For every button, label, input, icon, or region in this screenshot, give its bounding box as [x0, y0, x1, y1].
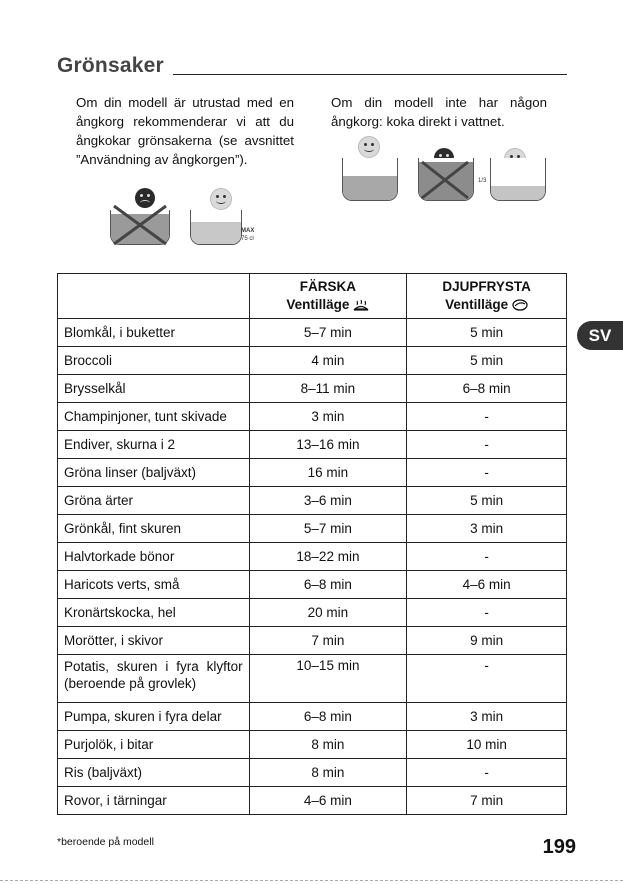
vegetable-name: Potatis, skuren i fyra klyftor (beroende på grovlek)	[58, 655, 250, 703]
water-cooking-illustration	[338, 134, 548, 204]
fresh-time: 3 min	[249, 403, 407, 431]
frozen-time: 3 min	[407, 515, 567, 543]
fresh-header-subtitle: Ventilläge	[286, 297, 350, 312]
fraction-label: 1/3	[478, 178, 487, 184]
frozen-time: 4–6 min	[407, 571, 567, 599]
frozen-header-title: DJUPFRYSTA	[442, 279, 531, 294]
vegetable-name: Halvtorkade bönor	[58, 543, 250, 571]
language-tab: SV	[577, 321, 623, 350]
frozen-time: 7 min	[407, 787, 567, 815]
frozen-time: 5 min	[407, 319, 567, 347]
fresh-time: 13–16 min	[249, 431, 407, 459]
fresh-time: 16 min	[249, 459, 407, 487]
vegetable-name: Pumpa, skuren i fyra delar	[58, 703, 250, 731]
vegetable-name: Ris (baljväxt)	[58, 759, 250, 787]
fresh-time: 18–22 min	[249, 543, 407, 571]
vegetable-name: Kronärtskocka, hel	[58, 599, 250, 627]
low-steam-valve-icon	[512, 298, 528, 311]
frozen-header-subtitle: Ventilläge	[445, 297, 509, 312]
footnote: *beroende på modell	[57, 836, 154, 848]
empty-header-cell	[58, 274, 250, 319]
table-row	[58, 599, 567, 627]
vegetable-name: Rovor, i tärningar	[58, 787, 250, 815]
table-row	[58, 627, 567, 655]
vegetable-name: Endiver, skurna i 2	[58, 431, 250, 459]
fresh-time: 6–8 min	[249, 703, 407, 731]
fresh-time: 10–15 min	[249, 655, 407, 703]
steam-valve-icon	[353, 298, 369, 311]
vegetable-name: Morötter, i skivor	[58, 627, 250, 655]
fresh-time: 20 min	[249, 599, 407, 627]
frozen-time: -	[407, 459, 567, 487]
cross-icon	[420, 160, 470, 200]
vegetable-name: Blomkål, i buketter	[58, 319, 250, 347]
vegetable-name: Gröna linser (baljväxt)	[58, 459, 250, 487]
frozen-header	[407, 274, 567, 319]
table-row	[58, 787, 567, 815]
vegetable-name: Purjolök, i bitar	[58, 731, 250, 759]
max-label: MAX	[241, 228, 255, 234]
vegetable-name: Gröna ärter	[58, 487, 250, 515]
frozen-time: 6–8 min	[407, 375, 567, 403]
frozen-time: 3 min	[407, 703, 567, 731]
table-row	[58, 375, 567, 403]
vegetable-name: Champinjoner, tunt skivade	[58, 403, 250, 431]
table-header-row	[58, 274, 567, 319]
table-row	[58, 403, 567, 431]
frozen-time: 5 min	[407, 347, 567, 375]
frozen-time: -	[407, 431, 567, 459]
table-row	[58, 487, 567, 515]
fresh-time: 8 min	[249, 731, 407, 759]
intro-right-text: Om din modell inte har någon ångkorg: koka direkt i vattnet.	[331, 95, 547, 129]
table-row	[58, 759, 567, 787]
fresh-header	[249, 274, 407, 319]
max-volume-label: 75 cl	[241, 236, 254, 242]
table-row	[58, 543, 567, 571]
frozen-time: -	[407, 759, 567, 787]
frozen-time: -	[407, 403, 567, 431]
fresh-time: 8–11 min	[249, 375, 407, 403]
table-row	[58, 731, 567, 759]
cooking-times-table	[57, 273, 567, 815]
table-row	[58, 319, 567, 347]
intro-left-text: Om din modell är utrustad med en ångkorg rekommenderar vi att du ångkokar grönsakerna (se avsnittet ”Användning av ångkorgen”).	[76, 95, 294, 167]
cross-icon	[112, 204, 168, 246]
fresh-time: 4 min	[249, 347, 407, 375]
table-row	[58, 459, 567, 487]
section-header	[57, 54, 567, 80]
frozen-time: 5 min	[407, 487, 567, 515]
frozen-time: -	[407, 599, 567, 627]
happy-face-icon	[358, 136, 380, 158]
title-rule	[173, 74, 567, 75]
vegetable-name: Haricots verts, små	[58, 571, 250, 599]
fresh-time: 7 min	[249, 627, 407, 655]
fresh-time: 4–6 min	[249, 787, 407, 815]
page-number: 199	[542, 836, 576, 858]
frozen-time: -	[407, 543, 567, 571]
table-row	[58, 515, 567, 543]
fresh-time: 5–7 min	[249, 319, 407, 347]
steam-basket-illustration	[110, 186, 260, 250]
pot-correct-water-icon	[490, 158, 546, 201]
fresh-time: 5–7 min	[249, 515, 407, 543]
table-row	[58, 431, 567, 459]
fresh-header-title: FÄRSKA	[299, 279, 357, 294]
vegetable-name: Grönkål, fint skuren	[58, 515, 250, 543]
page-title: Grönsaker	[57, 54, 164, 77]
vegetable-name: Brysselkål	[58, 375, 250, 403]
happy-face-icon	[210, 188, 232, 210]
bottom-rule	[0, 880, 623, 881]
pot-basket-icon	[190, 210, 242, 245]
table-row	[58, 655, 567, 703]
vegetable-name: Broccoli	[58, 347, 250, 375]
frozen-time: -	[407, 655, 567, 703]
pot-water-icon	[342, 158, 398, 201]
table-row	[58, 347, 567, 375]
fresh-time: 3–6 min	[249, 487, 407, 515]
table-row	[58, 571, 567, 599]
frozen-time: 10 min	[407, 731, 567, 759]
fresh-time: 8 min	[249, 759, 407, 787]
fresh-time: 6–8 min	[249, 571, 407, 599]
table-row	[58, 703, 567, 731]
frozen-time: 9 min	[407, 627, 567, 655]
